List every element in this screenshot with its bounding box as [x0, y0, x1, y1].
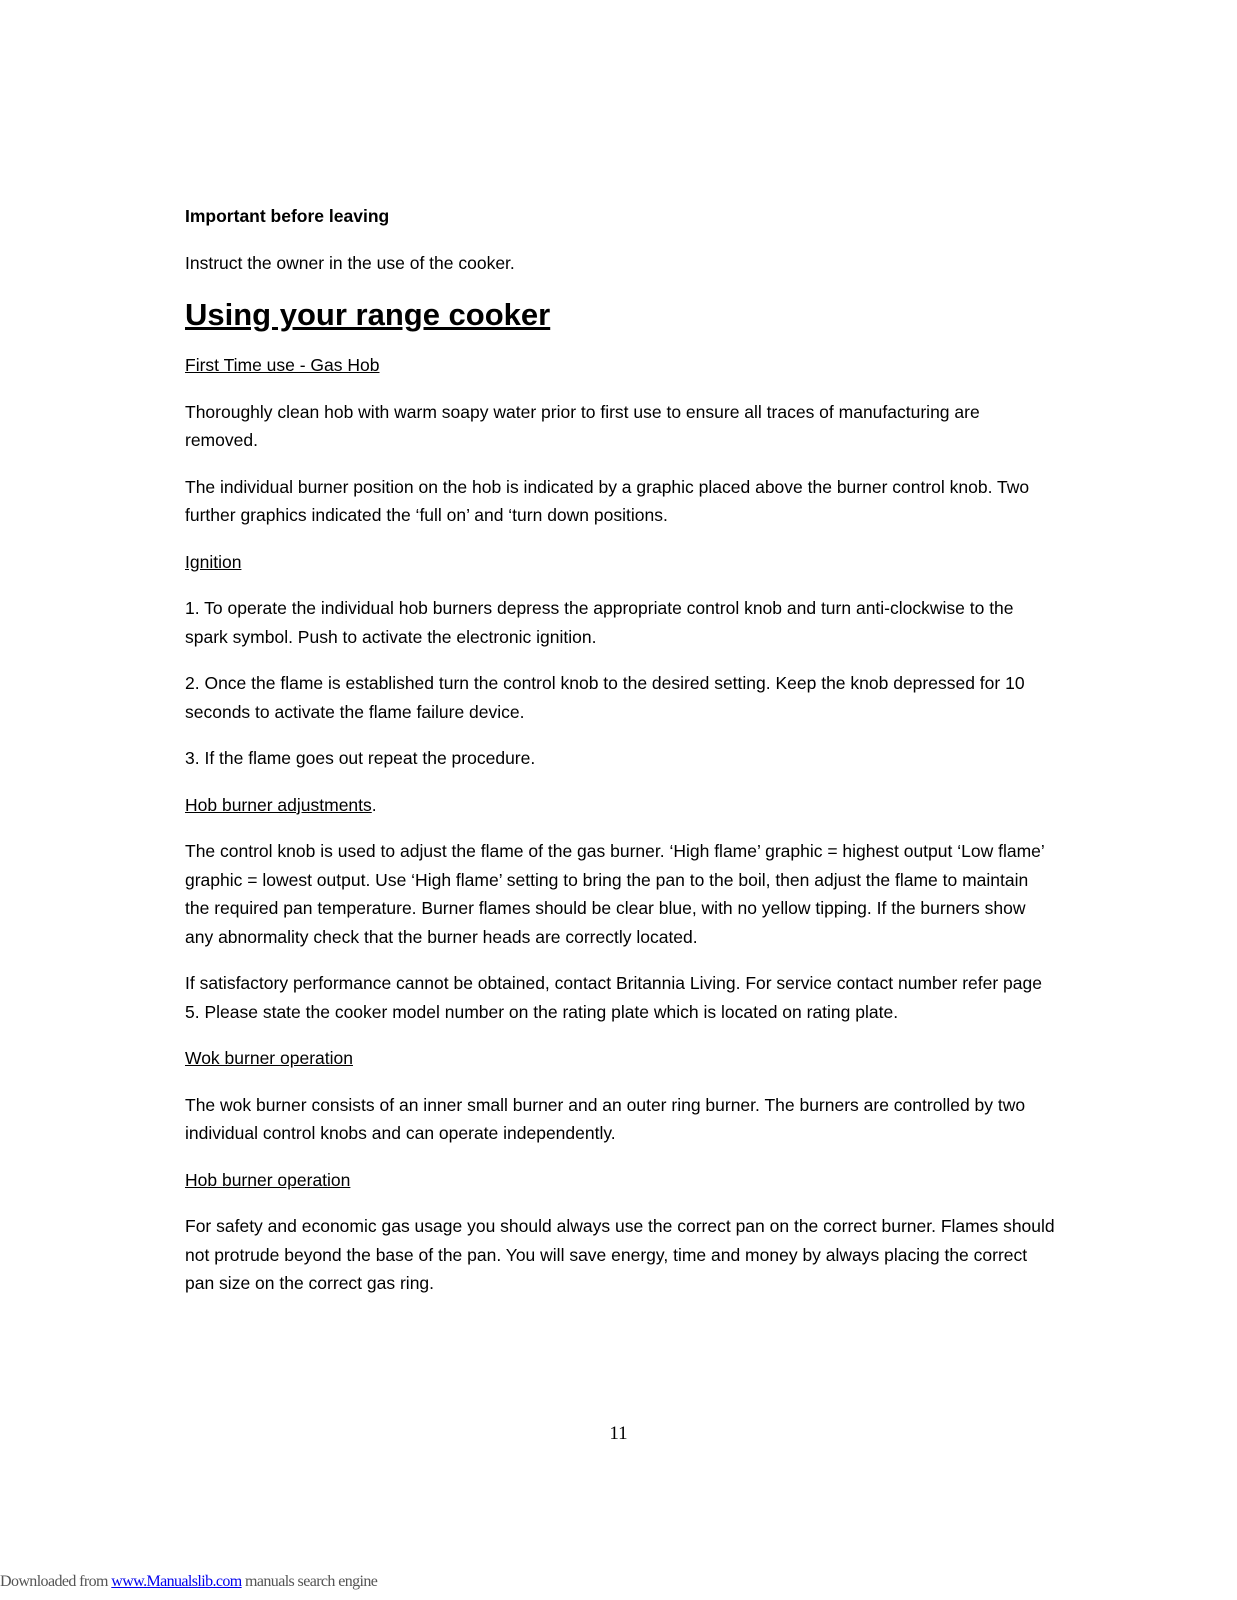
wok-burner-operation-heading: Wok burner operation: [185, 1048, 353, 1068]
first-time-use-paragraph-1: Thoroughly clean hob with warm soapy water prior to first use to ensure all traces of manufacturing are removed.: [185, 401, 980, 450]
ignition-step-3: 3. If the flame goes out repeat the procedure.: [185, 748, 536, 768]
download-footer: [0, 1572, 377, 1592]
ignition-step-2: 2. Once the flame is established turn the control knob to the desired setting. Keep the knob depressed for 10 seconds to activate the flame failure device.: [185, 673, 1025, 722]
hob-burner-operation-paragraph-1: For safety and economic gas usage you should always use the correct pan on the correct burner. Flames should not protrude beyond the base of the pan. You will save energy, time and money by always placing the correct pan size on the correct gas ring.: [185, 1216, 1055, 1293]
section-heading-hob-burner-adjustments: [185, 791, 1055, 820]
section-heading-ignition: [185, 548, 1055, 577]
hob-burner-operation-heading: Hob burner operation: [185, 1169, 351, 1190]
intro-text: Instruct the owner in the use of the cooker.: [185, 252, 515, 273]
page-number: 11: [609, 1423, 628, 1444]
section-heading-wok-burner-operation: [185, 1044, 1055, 1073]
manualslib-link[interactable]: www.Manualslib.com: [111, 1573, 242, 1590]
hob-burner-adjustments-heading-suffix: .: [371, 794, 377, 815]
first-time-use-paragraph-2: The individual burner position on the hob is indicated by a graphic placed above the burner control knob. Two further graphics indicated the ‘full on’ and ‘turn down positions.: [185, 476, 1030, 525]
intro-heading: Important before leaving: [185, 206, 390, 226]
ignition-heading: Ignition: [185, 551, 242, 572]
footer-prefix: Downloaded from: [0, 1573, 112, 1590]
page-content: [185, 202, 1055, 1316]
first-time-use-heading: First Time use - Gas Hob: [185, 355, 380, 375]
wok-burner-operation-paragraph-1: The wok burner consists of an inner small burner and an outer ring burner. The burners are controlled by two individual control knobs and can operate independently.: [185, 1094, 1026, 1143]
hob-burner-adjustments-paragraph-1: The control knob is used to adjust the flame of the gas burner. ‘High flame’ graphic = highest output ‘Low flame’ graphic = lowest output. Use ‘High flame’ setting to bring the pan to the boil, then adjust the flame to maintain the required pan temperature. Burner flames should be clear blue, with no yellow tipping. If the burners show any abnormality check that the burner heads are correctly located.: [185, 841, 1045, 947]
footer-suffix: manuals search engine: [241, 1573, 378, 1590]
main-heading: Using your range cooker: [185, 297, 551, 332]
section-heading-first-time-use: [185, 351, 1055, 380]
ignition-step-1: 1. To operate the individual hob burners depress the appropriate control knob and turn anti-clockwise to the spark symbol. Push to activate the electronic ignition.: [185, 598, 1014, 647]
hob-burner-adjustments-heading: Hob burner adjustments: [185, 794, 372, 815]
section-heading-hob-burner-operation: [185, 1166, 1055, 1195]
hob-burner-adjustments-paragraph-2: If satisfactory performance cannot be obtained, contact Britannia Living. For service contact number refer page 5. Please state the cooker model number on the rating plate which is located on rating plate.: [185, 973, 1042, 1022]
